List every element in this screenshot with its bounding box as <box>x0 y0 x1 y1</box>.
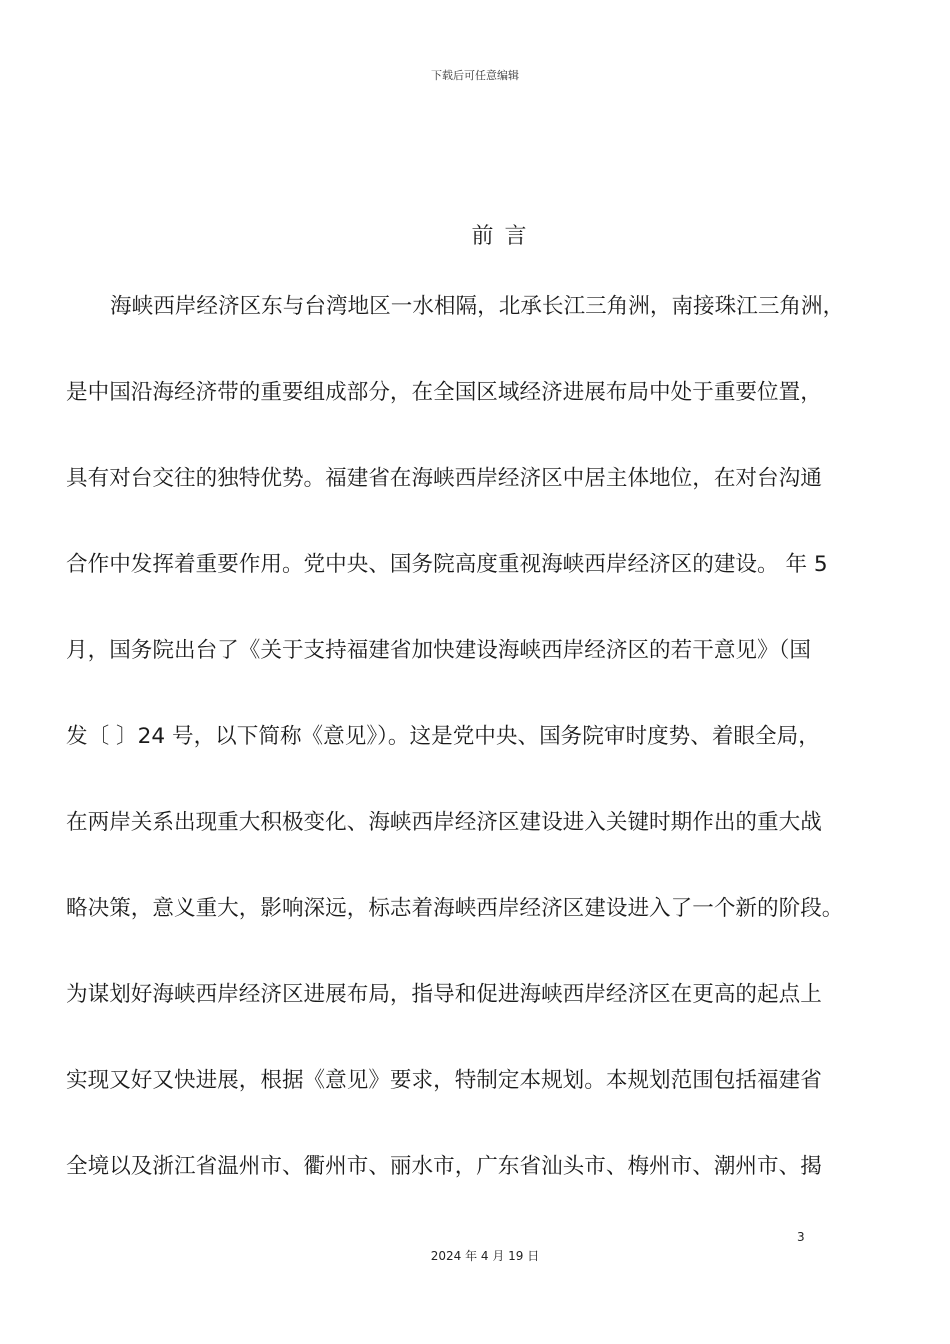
header-note: 下载后可任意编辑 <box>431 69 519 82</box>
paragraph-line: 为谋划好海峡西岸经济区进展布局，指导和促进海峡西岸经济区在更高的起点上 <box>66 982 822 1007</box>
paragraph-line: 全境以及浙江省温州市、衢州市、丽水市，广东省汕头市、梅州市、潮州市、揭 <box>66 1154 822 1179</box>
paragraph-line: 发〔 〕24 号，以下简称《意见》）。这是党中央、国务院审时度势、着眼全局， <box>66 724 820 749</box>
paragraph-line: 实现又好又快进展，根据《意见》要求，特制定本规划。本规划范围包括福建省 <box>66 1068 822 1093</box>
paragraph-line: 略决策，意义重大，影响深远，标志着海峡西岸经济区建设进入了一个新的阶段。 <box>66 896 844 921</box>
paragraph-line: 在两岸关系出现重大积极变化、海峡西岸经济区建设进入关键时期作出的重大战 <box>66 810 822 835</box>
paragraph-line: 月，国务院出台了《关于支持福建省加快建设海峡西岸经济区的若干意见》（国 <box>66 638 811 663</box>
paragraph-line: 合作中发挥着重要作用。党中央、国务院高度重视海峡西岸经济区的建设。 年 5 <box>66 552 828 577</box>
paragraph-line: 是中国沿海经济带的重要组成部分，在全国区域经济进展布局中处于重要位置， <box>66 380 822 405</box>
footer-date: 2024 年 4 月 19 日 <box>430 1249 540 1263</box>
page-title: 前 言 <box>471 224 529 249</box>
page-number: 3 <box>797 1230 805 1244</box>
paragraph-line: 海峡西岸经济区东与台湾地区一水相隔，北承长江三角洲，南接珠江三角洲， <box>110 294 845 319</box>
paragraph-line: 具有对台交往的独特优势。福建省在海峡西岸经济区中居主体地位，在对台沟通 <box>66 466 822 491</box>
